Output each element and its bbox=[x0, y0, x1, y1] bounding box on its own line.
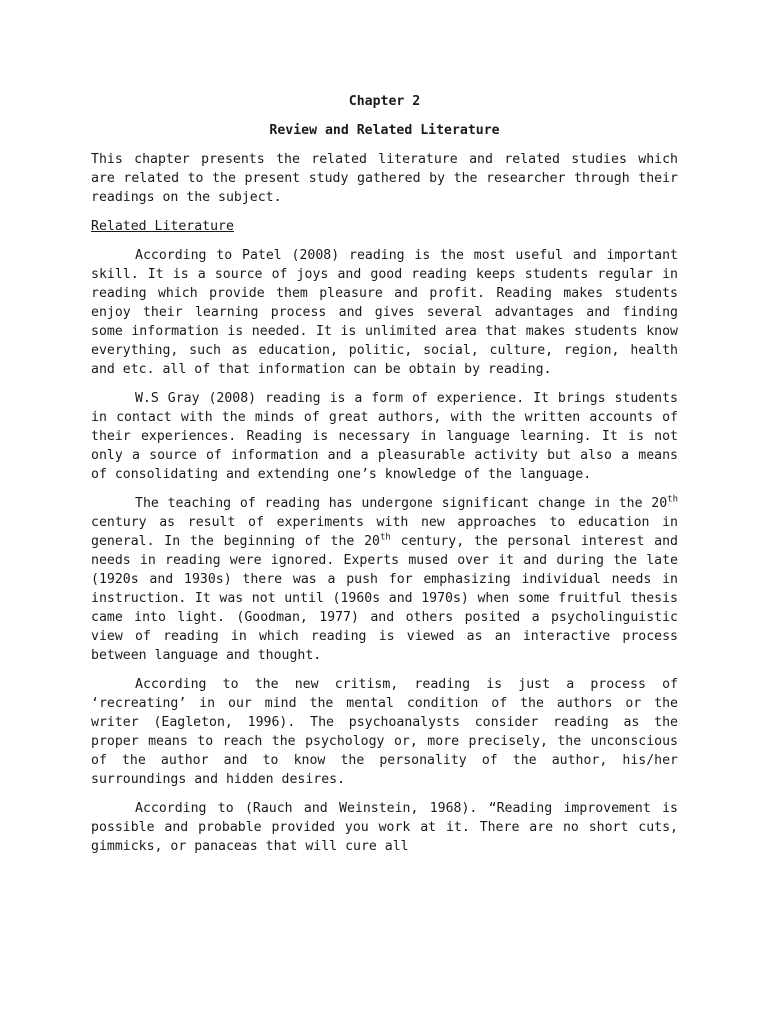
intro-paragraph: This chapter presents the related literature and related studies which are related to the present study gathered by the researcher through their readings on the subject. bbox=[91, 152, 678, 205]
paragraph-patel: According to Patel (2008) reading is the most useful and important skill. It is a source of joys and good reading keeps students regular in reading which provide them pleasure and profit. Reading makes students enjoy their learning process and gives several advantages and finding some information is needed. It is unlimited area that makes students know everything, such as education, politic, social, culture, region, health and etc. all of that information can be obtain by reading. bbox=[91, 248, 678, 377]
paragraph-text: The teaching of reading has undergone significant change in the 20 bbox=[135, 496, 668, 511]
paragraph-rauch-weinstein: According to (Rauch and Weinstein, 1968). “Reading improvement is possible and probable provided you work at it. There are no short cuts, gimmicks, or panaceas that will cure all bbox=[91, 801, 678, 854]
paragraph-new-critism: According to the new critism, reading is just a process of ‘recreating’ in our mind the mental condition of the authors or the writer (Eagleton, 1996). The psychoanalysts consider reading as the proper means to reach the psychology or, more precisely, the unconscious of the author and to know the personality of the author, his/her surroundings and hidden desires. bbox=[91, 677, 678, 787]
superscript-th: th bbox=[380, 532, 391, 543]
chapter-title: Review and Related Literature bbox=[269, 123, 500, 138]
paragraph-gray: W.S Gray (2008) reading is a form of experience. It brings students in contact with the minds of great authors, with the written accounts of their experiences. Reading is necessary in language learning. It is not only a source of information and a pleasurable activity but also a means of consolidating and extending one’s knowledge of the language. bbox=[91, 391, 678, 482]
section-heading: Related Literature bbox=[91, 219, 234, 234]
document-page bbox=[91, 92, 678, 866]
paragraph-text: century as result of experiments with new approaches to education in general. In the beginning of the 20 bbox=[91, 515, 678, 549]
paragraph-text: century, the personal interest and needs in reading were ignored. Experts mused over it and during the late (1920s and 1930s) there was a push for emphasizing individual needs in instruction. It was not until (1960s and 1970s) when some fruitful thesis came into light. (Goodman, 1977) and others posited a psycholinguistic view of reading in which reading is viewed as an interactive process between language and thought. bbox=[91, 534, 678, 663]
paragraph-teaching-of-reading bbox=[91, 494, 678, 665]
superscript-th: th bbox=[667, 494, 678, 505]
chapter-label: Chapter 2 bbox=[348, 94, 421, 109]
